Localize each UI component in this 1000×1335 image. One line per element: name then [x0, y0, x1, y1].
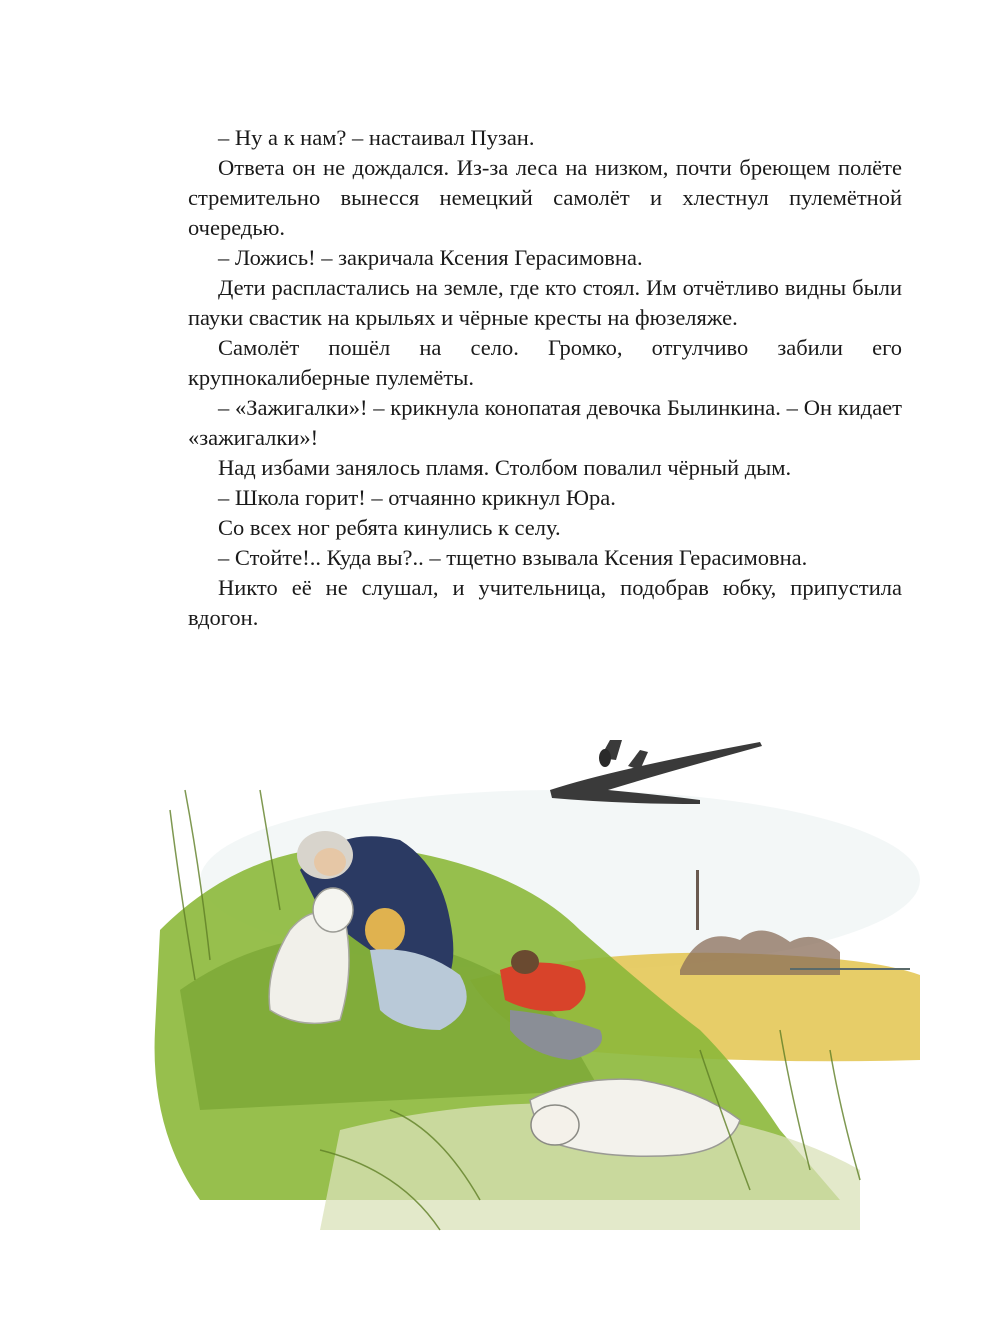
paragraph-2: Ответа он не дождался. Из-за леса на низком, почти бреющем полёте стремительно вынесся немецкий самолёт и хлестнул пулемётной очередью.: [188, 155, 902, 240]
fence: [790, 968, 910, 970]
paragraph-6: – «Зажигалки»! – крикнула конопатая девочка Былинкина. – Он кидает «зажигалки»!: [188, 395, 902, 450]
paragraph-4: Дети распластались на земле, где кто стоял. Им отчётливо видны были пауки свастик на крыльях и чёрные кресты на фюзеляже.: [188, 275, 902, 330]
paragraph-5: Самолёт пошёл на село. Громко, отгулчиво забили его крупнокалиберные пулемёты.: [188, 335, 902, 390]
paragraph-8: – Школа горит! – отчаянно крикнул Юра.: [218, 485, 616, 510]
paragraph-11: Никто её не слушал, и учительница, подобрав юбку, припустила вдогон.: [188, 575, 902, 630]
paragraph-1: – Ну а к нам? – настаивал Пузан.: [218, 125, 535, 150]
story-text: [188, 123, 902, 633]
paragraph-3: – Ложись! – закричала Ксения Герасимовна.: [218, 245, 643, 270]
paragraph-10: – Стойте!.. Куда вы?.. – тщетно взывала Ксения Герасимовна.: [218, 545, 808, 570]
paragraph-9: Со всех ног ребята кинулись к селу.: [218, 515, 561, 540]
church-spire: [696, 870, 699, 930]
paragraph-7: Над избами занялось пламя. Столбом повалил чёрный дым.: [218, 455, 792, 480]
illustration: [140, 730, 940, 1250]
